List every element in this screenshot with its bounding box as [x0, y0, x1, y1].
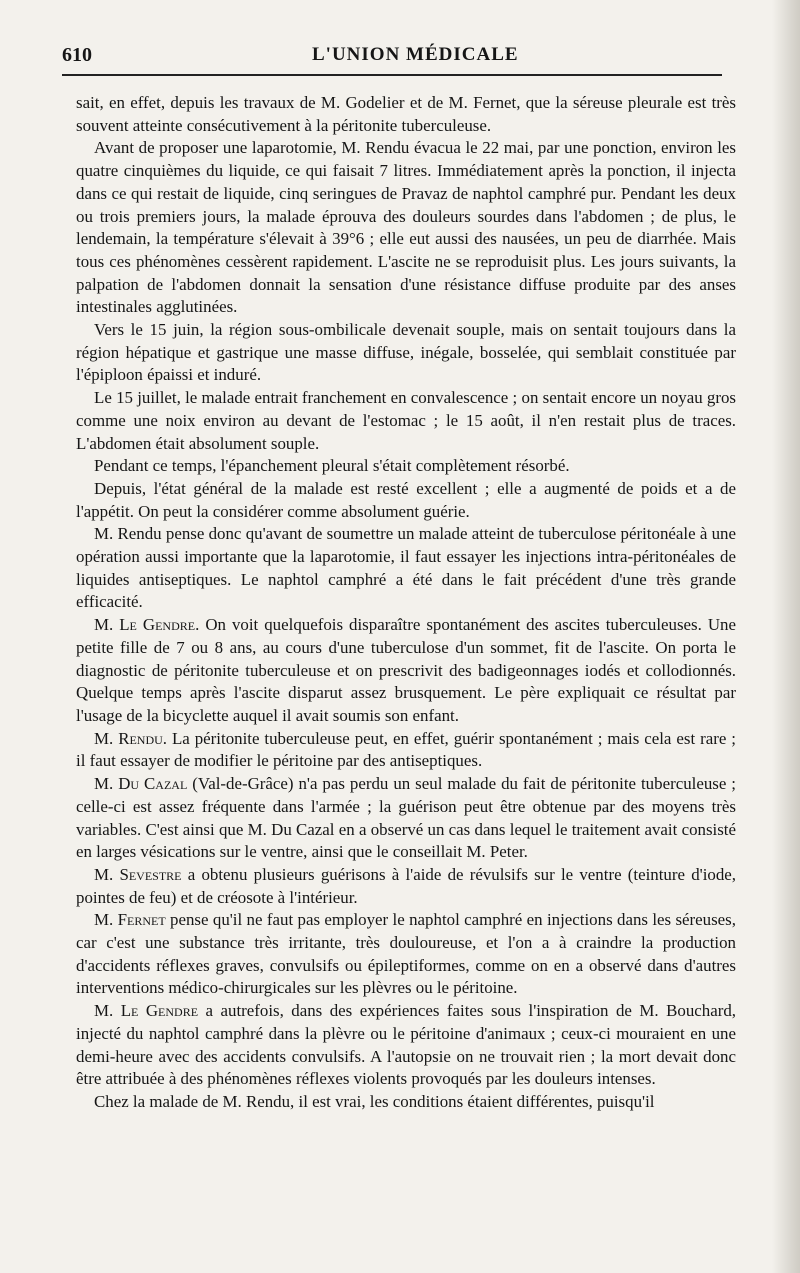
paragraph-text: a autrefois, dans des expériences faites sous l'inspiration de M. Bouchard, injecté du naphtol camphré dans la plèvre ou le péritoine d'animaux ; ceux-ci mouraient en une demi-heure avec des accidents convulsifs. A l'autopsie on ne trouvait rien ; la mort devait donc être attribuée à des phénomènes réflexes violents provoqués par les douleurs intenses.	[76, 1001, 736, 1089]
paragraph	[76, 478, 736, 523]
paragraph-text: pense qu'il ne faut pas employer le naphtol camphré en injections dans les séreuses, car c'est une substance très irritante, très douloureuse, et l'on a à craindre la production d'accidents réflexes graves, convulsifs ou épileptiformes, comme on en a observé dans d'autres interventions médico-chirurgicales sur les plèvres ou le péritoine.	[76, 910, 736, 998]
speaker-name: M. Du Cazal	[94, 774, 188, 794]
paragraph-text: Depuis, l'état général de la malade est resté excellent ; elle a augmenté de poids et a de l'appétit. On peut la considérer comme absolument guérie.	[76, 478, 736, 521]
paragraph	[76, 728, 736, 773]
paragraph	[76, 319, 736, 387]
paragraph-text: Le 15 juillet, le malade entrait franchement en convalescence ; on sentait encore un noyau gros comme une noix environ au devant de l'estomac ; le 15 août, il n'en restait plus de traces. L'abdomen était absolument souple.	[76, 388, 736, 453]
paragraph-continuation	[76, 92, 736, 137]
paragraph	[76, 137, 736, 319]
paragraph	[76, 523, 736, 614]
paragraph-text: (Val-de-Grâce) n'a pas perdu un seul malade du fait de péritonite tuberculeuse ; celle-ci est assez fréquente dans l'armée ; la guérison peut être obtenue par des moyens très variables. C'est ainsi que M. Du Cazal en a observé un cas dans lequel le traitement avait consisté en larges vésications sur le ventre, ainsi que le conseillait M. Peter.	[76, 774, 736, 862]
speaker-name: M. Le Gendre	[94, 1001, 199, 1021]
paragraph	[76, 1091, 736, 1114]
paragraph-text: Chez la malade de M. Rendu, il est vrai, les conditions étaient différentes, puisqu'il	[94, 1091, 655, 1111]
speaker-name: M. Rendu.	[94, 728, 168, 748]
paragraph	[76, 387, 736, 455]
paragraph	[76, 909, 736, 1000]
paragraph-text: On voit quelquefois disparaître spontanément des ascites tuberculeuses. Une petite fille de 7 ou 8 ans, au cours d'une tuberculose d'un sommet, fit de l'ascite. On porta le diagnostic de péritonite tuberculeuse et on prescrivit des badigeonnages iodés et collodionnés. Quelque temps après l'ascite disparut assez brusquement. Le père expliquait ce résultat par l'usage de la bicyclette auquel il avait soumis son enfant.	[76, 615, 736, 725]
speaker-name: M. Fernet	[94, 910, 166, 930]
paragraph	[76, 773, 736, 864]
paragraph-text: Vers le 15 juin, la région sous-ombilicale devenait souple, mais on sentait toujours dans la région hépatique et gastrique une masse diffuse, inégale, bosselée, qui semblait constituée par l'épiploon épaissi et induré.	[76, 320, 736, 385]
paragraph-text: Avant de proposer une laparotomie, M. Rendu évacua le 22 mai, par une ponction, environ les quatre cinquièmes du liquide, ce qui faisait 7 litres. Immédiatement après la ponction, il injecta dans ce qui restait de liquide, cinq seringues de Pravaz de naphtol camphré pur. Pendant les deux ou trois premiers jours, la malade éprouva des douleurs sourdes dans l'abdomen ; de plus, le lendemain, la température s'élevait à 39°6 ; elle eut aussi des nausées, un peu de diarrhée. Mais tous ces phénomènes cessèrent rapidement. L'ascite ne se reproduisit plus. Les jours suivants, la palpation de l'abdomen donnait la sensation d'une résistance diffuse produite par des anses intestinales agglutinées.	[76, 138, 736, 317]
speaker-name: M. Sevestre	[94, 864, 182, 884]
page-header	[62, 40, 722, 76]
paragraph-text: Pendant ce temps, l'épanchement pleural s'était complètement résorbé.	[94, 456, 570, 476]
speaker-name: M. Le Gendre.	[94, 615, 200, 635]
paragraph	[76, 1000, 736, 1091]
paragraph	[76, 864, 736, 909]
scan-edge-shadow	[772, 0, 800, 1273]
paragraph-text: sait, en effet, depuis les travaux de M. Godelier et de M. Fernet, que la séreuse pleurale est très souvent atteinte consécutivement à la péritonite tuberculeuse.	[76, 93, 736, 135]
paragraph	[76, 455, 736, 478]
running-title: L'UNION MÉDICALE	[312, 44, 519, 65]
paragraph	[76, 614, 736, 728]
page-number: 610	[62, 44, 92, 66]
paragraph-text: La péritonite tuberculeuse peut, en effet, guérir spontanément ; mais cela est rare ; il faut essayer de modifier le péritoine par des antiseptiques.	[76, 728, 736, 771]
header-rule	[62, 74, 722, 76]
paragraph-text: a obtenu plusieurs guérisons à l'aide de révulsifs sur le ventre (teinture d'iode, pointes de feu) et de créosote à l'intérieur.	[76, 864, 736, 907]
paragraph-text: M. Rendu pense donc qu'avant de soumettre un malade atteint de tuberculose péritonéale à une opération aussi importante que la laparotomie, il faut essayer les injections intra-péritonéales de liquides antiseptiques. Le naphtol camphré a été dans le fait précédent d'une très grande efficacité.	[76, 524, 736, 612]
article-body	[76, 92, 736, 1114]
